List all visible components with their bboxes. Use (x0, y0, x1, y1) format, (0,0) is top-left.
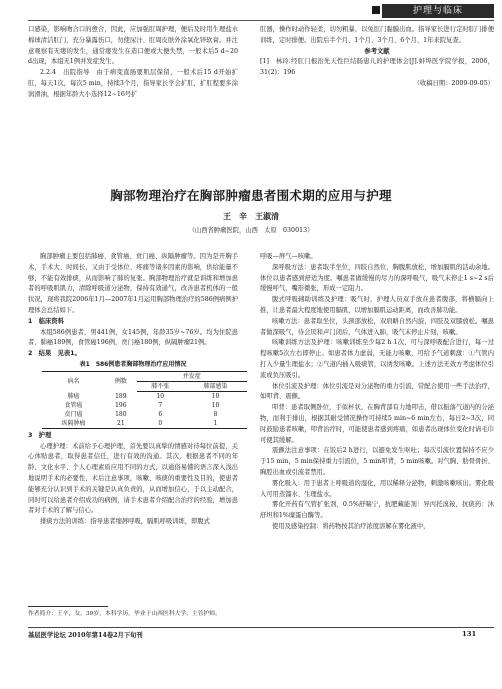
table-row (42, 419, 247, 429)
table-cell: 贲门癌 (64, 410, 83, 418)
prev-article-right (260, 25, 494, 90)
table-row (42, 391, 247, 401)
paragraph: 雾化吸入：用于患者上呼吸道的湿化，用以稀释分泌物，刺激咳嗽咳出。雾化吸入可用蒸馏水、生理盐水。 (260, 479, 494, 498)
paragraph: 口感染，影响吻合口的愈合，因此，应加强肛周护理，便后及时用生理盐水棉球清洁肛门，充分暴露伤口，勿使尿汁、肛周皮肤外涂氧化锌软膏。并注意观察有无瘘的发生，通常瘘发生在造口便或大便失禁，一般术后5 d~20 d出现，本组无1例并发症发生。 (28, 26, 238, 66)
paragraph: 雾化开药有气管扩张剂，0.5%舒喘宁，抗肥藏能剂：异丙托溴铵，抗痰药：沐舒坦和1%糜蛋白酶等。 (260, 501, 494, 520)
footnote-rule (28, 606, 108, 607)
paragraph: 呼吸—屏气—咳嗽。 (260, 253, 317, 260)
intro-paragraph: 胸部肿瘤主要包括肺癌、食管癌、贲门癌、纵隔肿瘤等。因为是开胸手术，手术大、时间长，又由于受体位、疼痛等诸多因素的影响，供给能量不够，不能有效排痰，从而影响了肺的复张。胸部物理治疗就是训练和增加患者的呼吸肌肌力，清除呼吸道分泌物，保持有效通气，改善患者机体的一般状况，现将我院2006年1月—2007年1月运用胸部物理治疗的586例病例护理体会总结如下。 (28, 253, 238, 314)
table-cell: 189 (115, 392, 127, 400)
table-cell: 10 (211, 401, 220, 409)
table-cell: 6 (158, 410, 163, 418)
header-rule (28, 20, 494, 21)
paragraph: 咳嗽方法：患者取坐位，头颈部放松，双肩略自然内旋，四肢及双膝放松。嘱患者做深吸气，待会厌和声门闭后，气体进入肺，吸气末停止片刻，咳嗽。 (260, 317, 494, 336)
article-title: 胸部物理治疗在胸部肿瘤患者围术期的应用与护理 (110, 188, 392, 203)
table-header: 病名 (42, 371, 105, 391)
paragraph: 震颤法注意事项：在饭后2 h进行，以避免发生呕吐；每次引流位置保持不应少于15 min，5 min保持重力引流位，5 min叩背，5 min咳嗽。对气胸、肋骨骨折、胸腔出血或引流者禁用。 (260, 447, 494, 476)
table-header: 并发症 (137, 371, 247, 381)
table-row (42, 401, 247, 410)
section-heading: 3 护理 (28, 431, 52, 439)
body-right-column (260, 252, 494, 533)
footer-rule (28, 627, 494, 628)
paragraph: 腹式呼吸辅助训练及护理：吸气时，护理人员双手放在患者腹部，将横膈向上推，让患者最大程度地使用膈肌，以增加膈肌运动距离，而改善肺功能。 (260, 296, 494, 314)
table-caption: 表1 586例患者胸部物理治疗应用情况 (79, 360, 187, 368)
table-cell: 196 (115, 401, 127, 409)
paragraph: 心理护理：术前给予心理护理，首先要以真挚的情感对待每位前提，关心体贴患者，取得患者信任，进行有效的沟通。其次，根据患者不同的年龄、文化水平、个人心理素质应用不同的方式，以通俗易懂的语言深入浅出地说明手术的必要性，术后注意事项，咳嗽、咳痰的重要性及目的，使患者能够充分认识到手术的关键是认真负责的，从而增加信心，于以主动配合，同时可以给患者介绍成功的病例，请手术患者介绍配合治疗的经验，增加患者对手术的了解与信心。 (28, 442, 238, 515)
paragraph: 排痰方法的训练：指导患者缩唇呼吸，膈肌呼吸训练，即腹式 (40, 518, 211, 526)
table-cell: 1 (184, 419, 247, 429)
reference-item: [1] 林玲.经肛门根治先天性巨结肠患儿的护理体会[J].蚌埠医学院学报，2006，31(2)：196 (260, 58, 494, 77)
body-left-column (28, 252, 238, 528)
received-date: （收稿日期：2009-09-05） (413, 79, 494, 87)
prev-article-left (28, 25, 238, 101)
table-cell: 肺癌 (67, 392, 80, 400)
header-square-icon (372, 6, 380, 14)
table-header: 例数 (105, 371, 137, 391)
article-affiliation: （山西省肿瘤医院，山西 太原 030013） (188, 227, 314, 234)
table-cell: 8 (213, 410, 218, 418)
author-footnote: 作者简介：王辛，女，39岁，本科学历，毕业于山西医科大学，主管护师。 (28, 611, 221, 617)
table-header: 肺部感染 (184, 381, 247, 391)
table-header: 肺不张 (137, 381, 184, 391)
section-header: 护理与临床 (382, 4, 494, 18)
paragraph: 肛器，操作时动作轻柔，切勿粗暴，以免肛门黏膜出血。指导家长进行定时肛门排便训练，定时排便。出院后半个月、1个月、3个月、6个月、1年来院复查。 (260, 26, 494, 44)
section-heading: 1 临床资料 (28, 317, 64, 325)
section-heading: 2 结果 见表1。 (28, 350, 81, 358)
paragraph: 咳嗽训练方法及护理：咳嗽训练至少每2 h 1次，可与深呼吸配合进行，每一过程咳嗽5次左右即停止。如患者体力虚弱，无能力咳嗽，可给予气道刺激：①气管内打入少量生理盐水；②气道内插入吸痰管，以诱发咳嗽。上述方法无效方考虑体位引流或负压吸引。 (260, 339, 494, 379)
page-number: 131 (462, 630, 477, 638)
table-cell: 21 (105, 419, 137, 429)
table-row (42, 410, 247, 419)
table-cell: 食管癌 (64, 401, 83, 409)
paragraph: 叩背：患者取侧卧位，手似杯状，在胸背部有力地叩击，借以振落气道内的分泌物，而利于排出，根据其耐受情况操作可持续5 min~6 min左右，每日2~3次，同时鼓励患者咳嗽，叩背治疗时，可能使患者感到疼痛，如患者出现体位变化时请毛巾可使其缓解。 (260, 404, 494, 444)
table-cell: 10 (156, 392, 165, 400)
table-cell: 180 (115, 410, 127, 418)
paragraph: 使用及感染控制：将药物按其治疗浓度溶解在雾化液中， (272, 522, 430, 530)
table-cell: 纵隔肿瘤 (42, 419, 105, 429)
journal-citation: 基层医学论坛 2010年第14卷2月下旬刊 (28, 632, 143, 639)
article-authors: 王 辛 王淑清 (223, 211, 279, 221)
paragraph: 2.2.4 出院指导 由于病变直肠要肌层保留，一般术后15 d开始扩肛，每天1次，每次5 min，持续3个月，指导家长学会扩肛，扩肛程要多涂润滑油，根据年龄大小选择12~16号扩 (28, 69, 238, 98)
results-table (42, 371, 247, 429)
paragraph: 深呼吸方法：患者取半坐位，四肢自然位，胸腹肌放松，增加膈肌的活动余地。体位以患者感到舒适为度。嘱患者做缓慢的尽力的深呼吸气，吸气末停止1 s~2 s后缓慢呼气，嘴形微张，形成一定阻力。 (260, 263, 494, 293)
paragraph: 本组586例患者，男441例，女145例，年龄35岁~76岁。均为住院患者，肺癌189例，食管癌196例，贲门癌180例，纵隔肿瘤21例。 (28, 328, 238, 347)
table-cell: 10 (211, 392, 220, 400)
paragraph: 体位引流及护理：体位引流是对分泌物的重力引流，常配合使用一些手法治疗，如叩背、震颤。 (260, 382, 494, 401)
references-title: 参考文献 (364, 47, 390, 55)
table-cell: 7 (158, 401, 163, 409)
table-cell: 0 (137, 419, 184, 429)
